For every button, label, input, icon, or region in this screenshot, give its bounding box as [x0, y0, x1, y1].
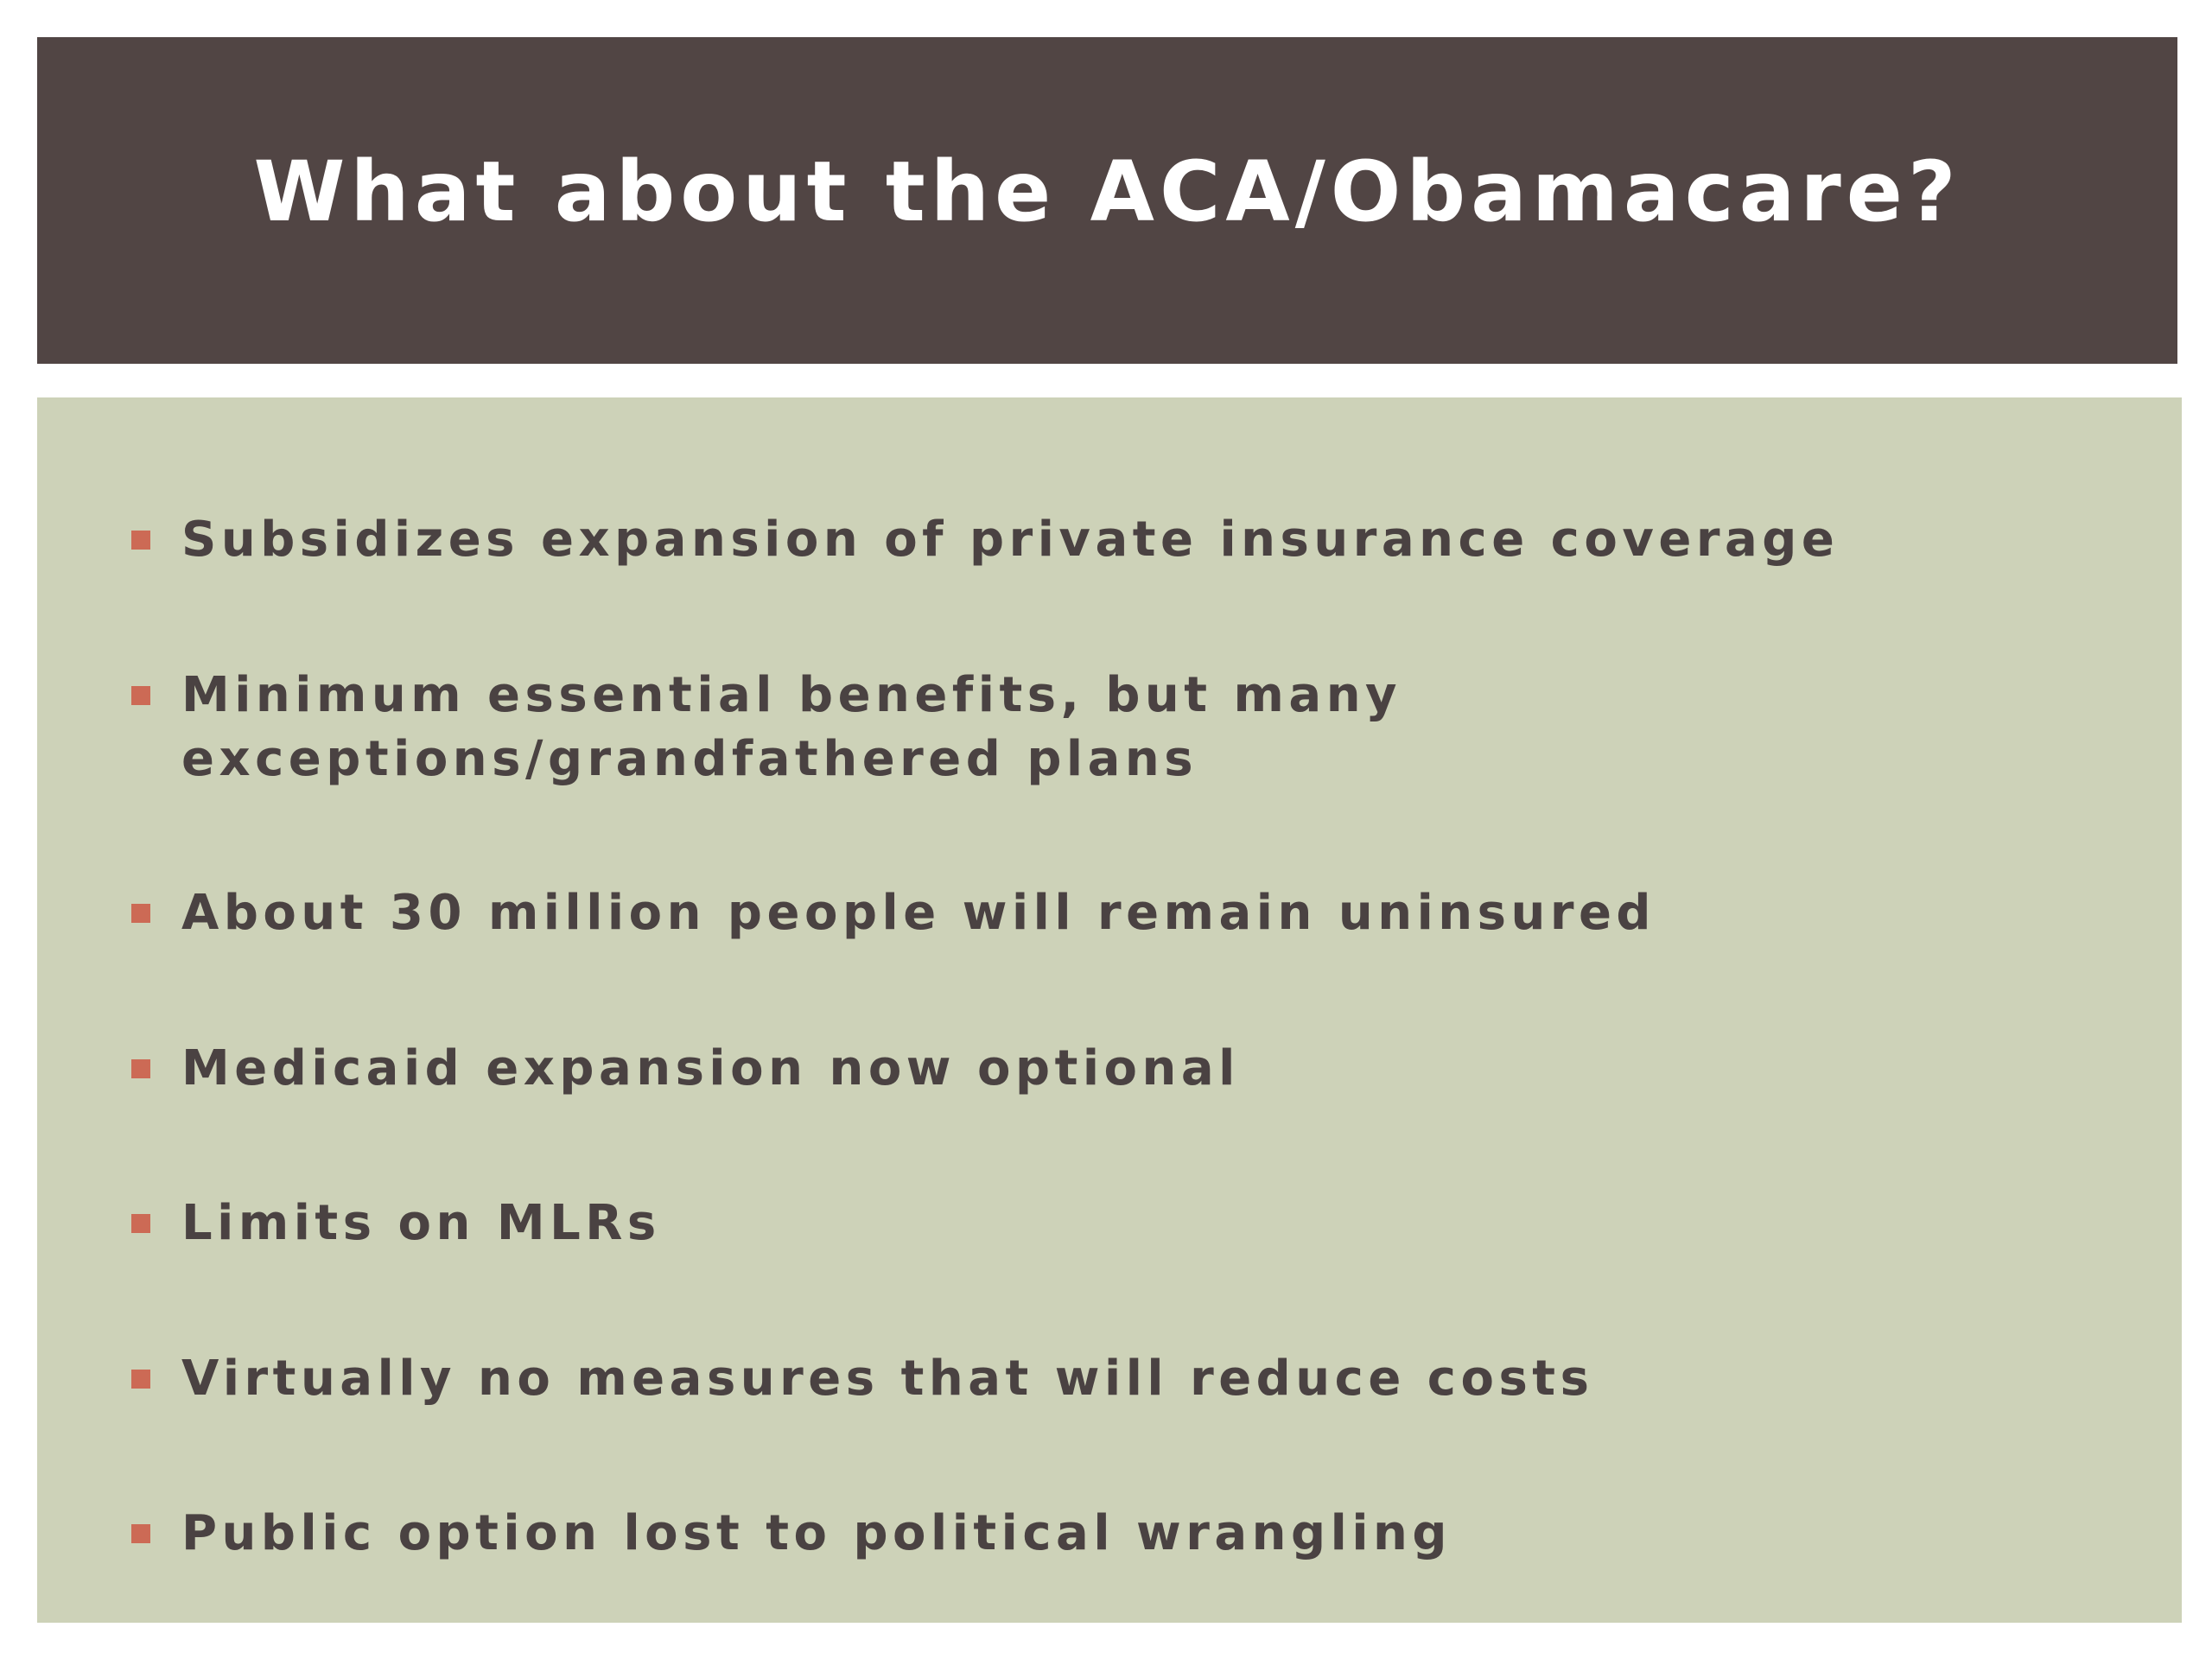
bullet-square-icon [131, 1524, 150, 1543]
bullet-text: Minimum essential benefits, but many exceptions/grandfathered plans [181, 667, 1402, 787]
bullet-text: Limits on MLRs [181, 1195, 661, 1251]
bullet-square-icon [131, 1214, 150, 1233]
bullet-square-icon [131, 531, 150, 550]
bullet-text: Virtually no measures that will reduce costs [181, 1351, 1594, 1407]
bullet-text: Medicaid expansion now optional [181, 1040, 1240, 1096]
bullet-square-icon [131, 1059, 150, 1078]
bullet-square-icon [131, 904, 150, 923]
slide-title: What about the ACA/Obamacare? [253, 143, 1961, 240]
bullet-text: About 30 million people will remain uninsured [181, 885, 1656, 941]
content-panel [37, 397, 2182, 1623]
bullet-square-icon [131, 1370, 150, 1389]
bullet-square-icon [131, 686, 150, 705]
bullet-text: Public option lost to political wrangling [181, 1505, 1452, 1561]
bullet-text: Subsidizes expansion of private insurance coverage [181, 512, 1840, 568]
title-bar [37, 37, 2177, 364]
